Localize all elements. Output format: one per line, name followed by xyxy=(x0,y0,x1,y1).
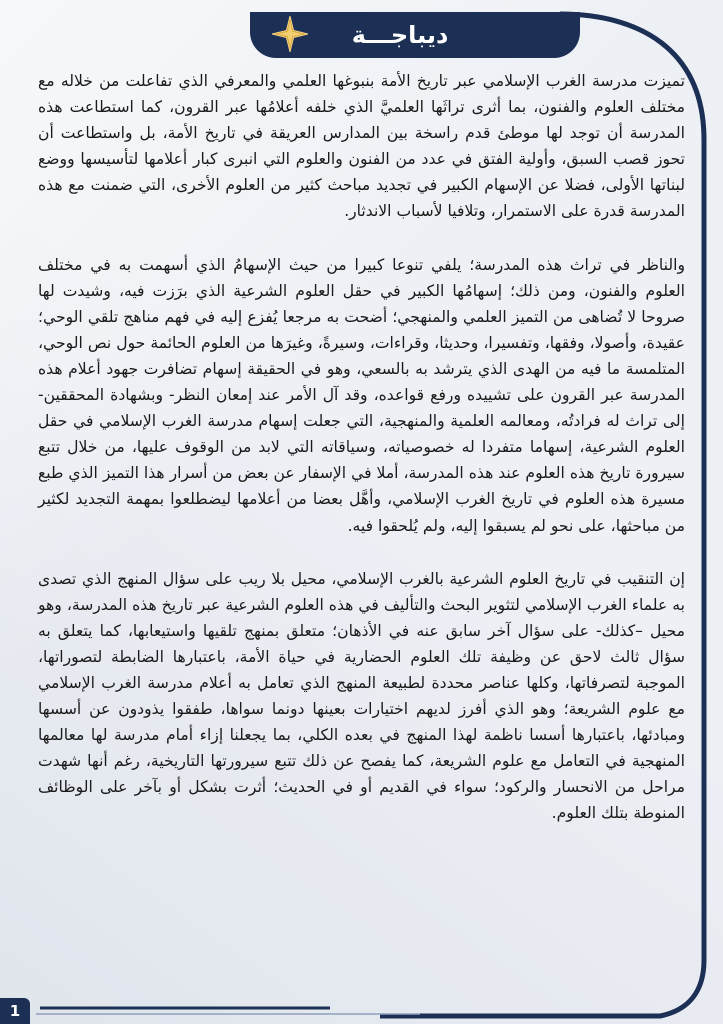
paragraph-3: إن التنقيب في تاريخ العلوم الشرعية بالغرب الإسلامي، محيل بلا ريب على سؤال المنهج الذي تصدى به علماء الغرب الإسلامي لتثوير البحث والتأليف في هذه العلوم الشرعية عبر تاريخ هذه المدرسة، وهو محيل –كذلك- على سؤال آخر سابق عنه في الأذهان؛ متعلق بمنهج تلقيها واستيعابها، كما يتعلق به سؤال ثالث لاحق عن وظيفة تلك العلوم الحضارية في حياة الأمة، باعتبارها الضابطة لتصوراتها، الموجبة لتصرفاتها، وكلها عناصر محددة لطبيعة المنهج الذي تعامل به أعلام مدرسة الغرب الإسلامي مع علوم الشريعة؛ وهو الذي أفرز لديهم اختيارات بعينها دونما سواها، طفقوا يذودون عن أسسها ومبادئها، باعتبارها أسسا ناظمة لهذا المنهج في بعده الكلي، بما يجعلنا إزاء أمام مدرسة لها معالمها المنهجية في التعامل مع علوم الشريعة، كما يفصح عن ذلك تتبع سيرورتها التاريخية، رغم أنها شهدت مراحل من الانحسار والركود؛ سواء في القديم أو في الحديث؛ أثرت بشكل أو بآخر على الوظائف المنوطة بتلك العلوم. xyxy=(38,569,685,823)
paragraph-1: تميزت مدرسة الغرب الإسلامي عبر تاريخ الأمة بنبوغها العلمي والمعرفي الذي تفاعلت من خلاله مع مختلف العلوم والفنون، بما أثرى تراثَها العلميَّ الذي خلفه أعلامُها عبر القرون، كما استطاعت هذه المدرسة أن توجد لها موطئ قدم راسخة بين المدارس العريقة في تاريخ الأمة، بل واستطاعت أن تحوز قصب السبق، وأولية الفتق في عدد من الفنون والعلوم التي انبرى كبار أعلامها لتأسيسها ووضع لبناتها الأولى، فضلا عن الإسهام الكبير في تجديد مباحث كثير من العلوم الأخرى، التي ضمنت مع هذه المدرسة قدرة على الاستمرار، وتلافيا لأسباب الاندثار. xyxy=(38,72,685,221)
page-number: 1 xyxy=(0,998,30,1024)
paragraph-2: والناظر في تراث هذه المدرسة؛ يلفي تنوعا كبيرا من حيث الإسهامُ الذي أسهمت به في مختلف العلوم والفنون، ومن ذلك؛ إسهامُها الكبير في حقل العلوم الشرعية الذي برَزت فيه، وشيدت لها صروحا لا تُضاهى من التميز العلمي والمنهجي؛ أضحت به مرجعا يُفزع إليه في فهم مناهج تلقي الوحي؛ عقيدة، وأصولا، وفقها، وتفسيرا، وحديثا، وقراءات، وسيرةً، وغيرَها من العلوم الحائمة حول نص الوحي، المتلمسة ما فيه من الهدى الذي يترشد به بالسعي، وهو في الحقيقة إسهام تضافرت جهود أعلام هذه المدرسة عبر القرون على تشييده ورفع قواعده، وقد آل الأمر عند إمعان النظر- وبشهادة المحققين- إلى تراث له فرادتُه، ومعالمه العلمية والمنهجية، التي جعلت إسهام مدرسة الغرب الإسلامي في حقل العلوم الشرعية، إسهاما متفردا له خصوصياته، وسياقاته التي لابد من الوقوف عليها، من خلال تتبع سيرورة تاريخ هذه العلوم عند هذه المدرسة، أملا في الإسفار عن بعض من أسرار هذا التميز الذي طبع مسيرة هذه العلوم في تاريخ الغرب الإسلامي، وأهَّل بعضا من أعلامها ليضطلعوا بمهمة التجديد لكثير من مباحثها، على نحو لم يسبقوا إليه، ولم يُلحقوا فيه. xyxy=(38,255,685,535)
page-title: ديباجـــة xyxy=(351,21,449,49)
four-point-star-icon xyxy=(272,16,308,52)
body-text xyxy=(38,68,685,854)
